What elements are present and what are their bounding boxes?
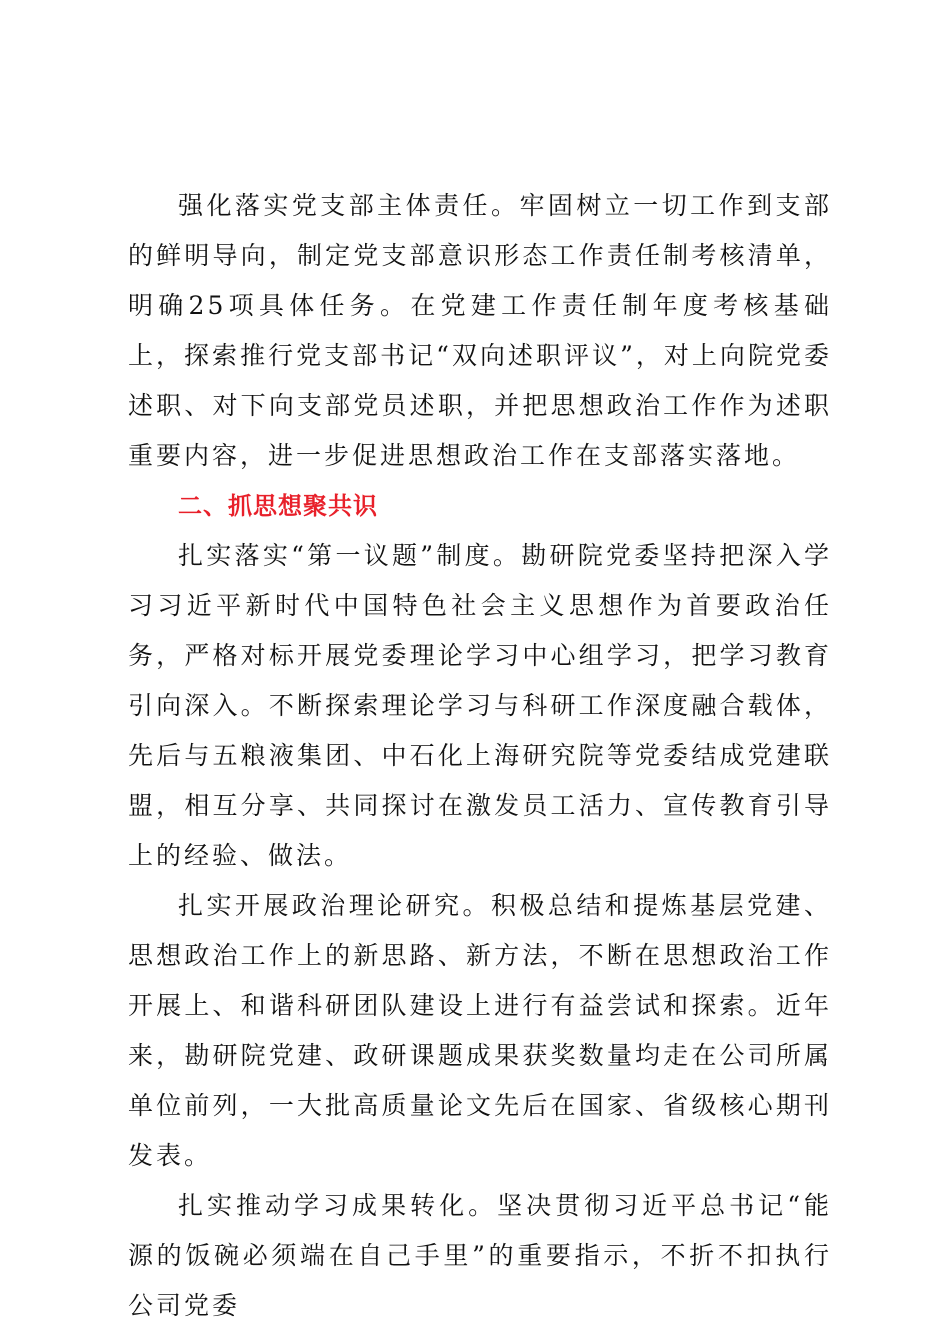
section-heading-2: 二、抓思想聚共识 (178, 492, 378, 520)
paragraph-learning-transformation: 扎实推动学习成果转化。坚决贯彻习近平总书记“能源的饭碗必须端在自己手里”的重要指示，不折不扣执行公司党委 (128, 1191, 832, 1320)
paragraph-branch-responsibility: 强化落实党支部主体责任。牢固树立一切工作到支部的鲜明导向，制定党支部意识形态工作责任制考核清单，明确25项具体任务。在党建工作责任制年度考核基础上，探索推行党支部书记“双向述职评议”，对上向院党委述职、对下向支部党员述职，并把思想政治工作作为述职重要内容，进一步促进思想政治工作在支部落实落地。 (128, 191, 832, 470)
paragraph-theory-research: 扎实开展政治理论研究。积极总结和提炼基层党建、思想政治工作上的新思路、新方法，不断在思想政治工作开展上、和谐科研团队建设上进行有益尝试和探索。近年来，勘研院党建、政研课题成果获奖数量均走在公司所属单位前列，一大批高质量论文先后在国家、省级核心期刊发表。 (128, 891, 832, 1170)
document-body (128, 181, 832, 1331)
paragraph-first-agenda: 扎实落实“第一议题”制度。勘研院党委坚持把深入学习习近平新时代中国特色社会主义思想作为首要政治任务，严格对标开展党委理论学习中心组学习，把学习教育引向深入。不断探索理论学习与科研工作深度融合载体，先后与五粮液集团、中石化上海研究院等党委结成党建联盟，相互分享、共同探讨在激发员工活力、宣传教育引导上的经验、做法。 (128, 541, 832, 870)
